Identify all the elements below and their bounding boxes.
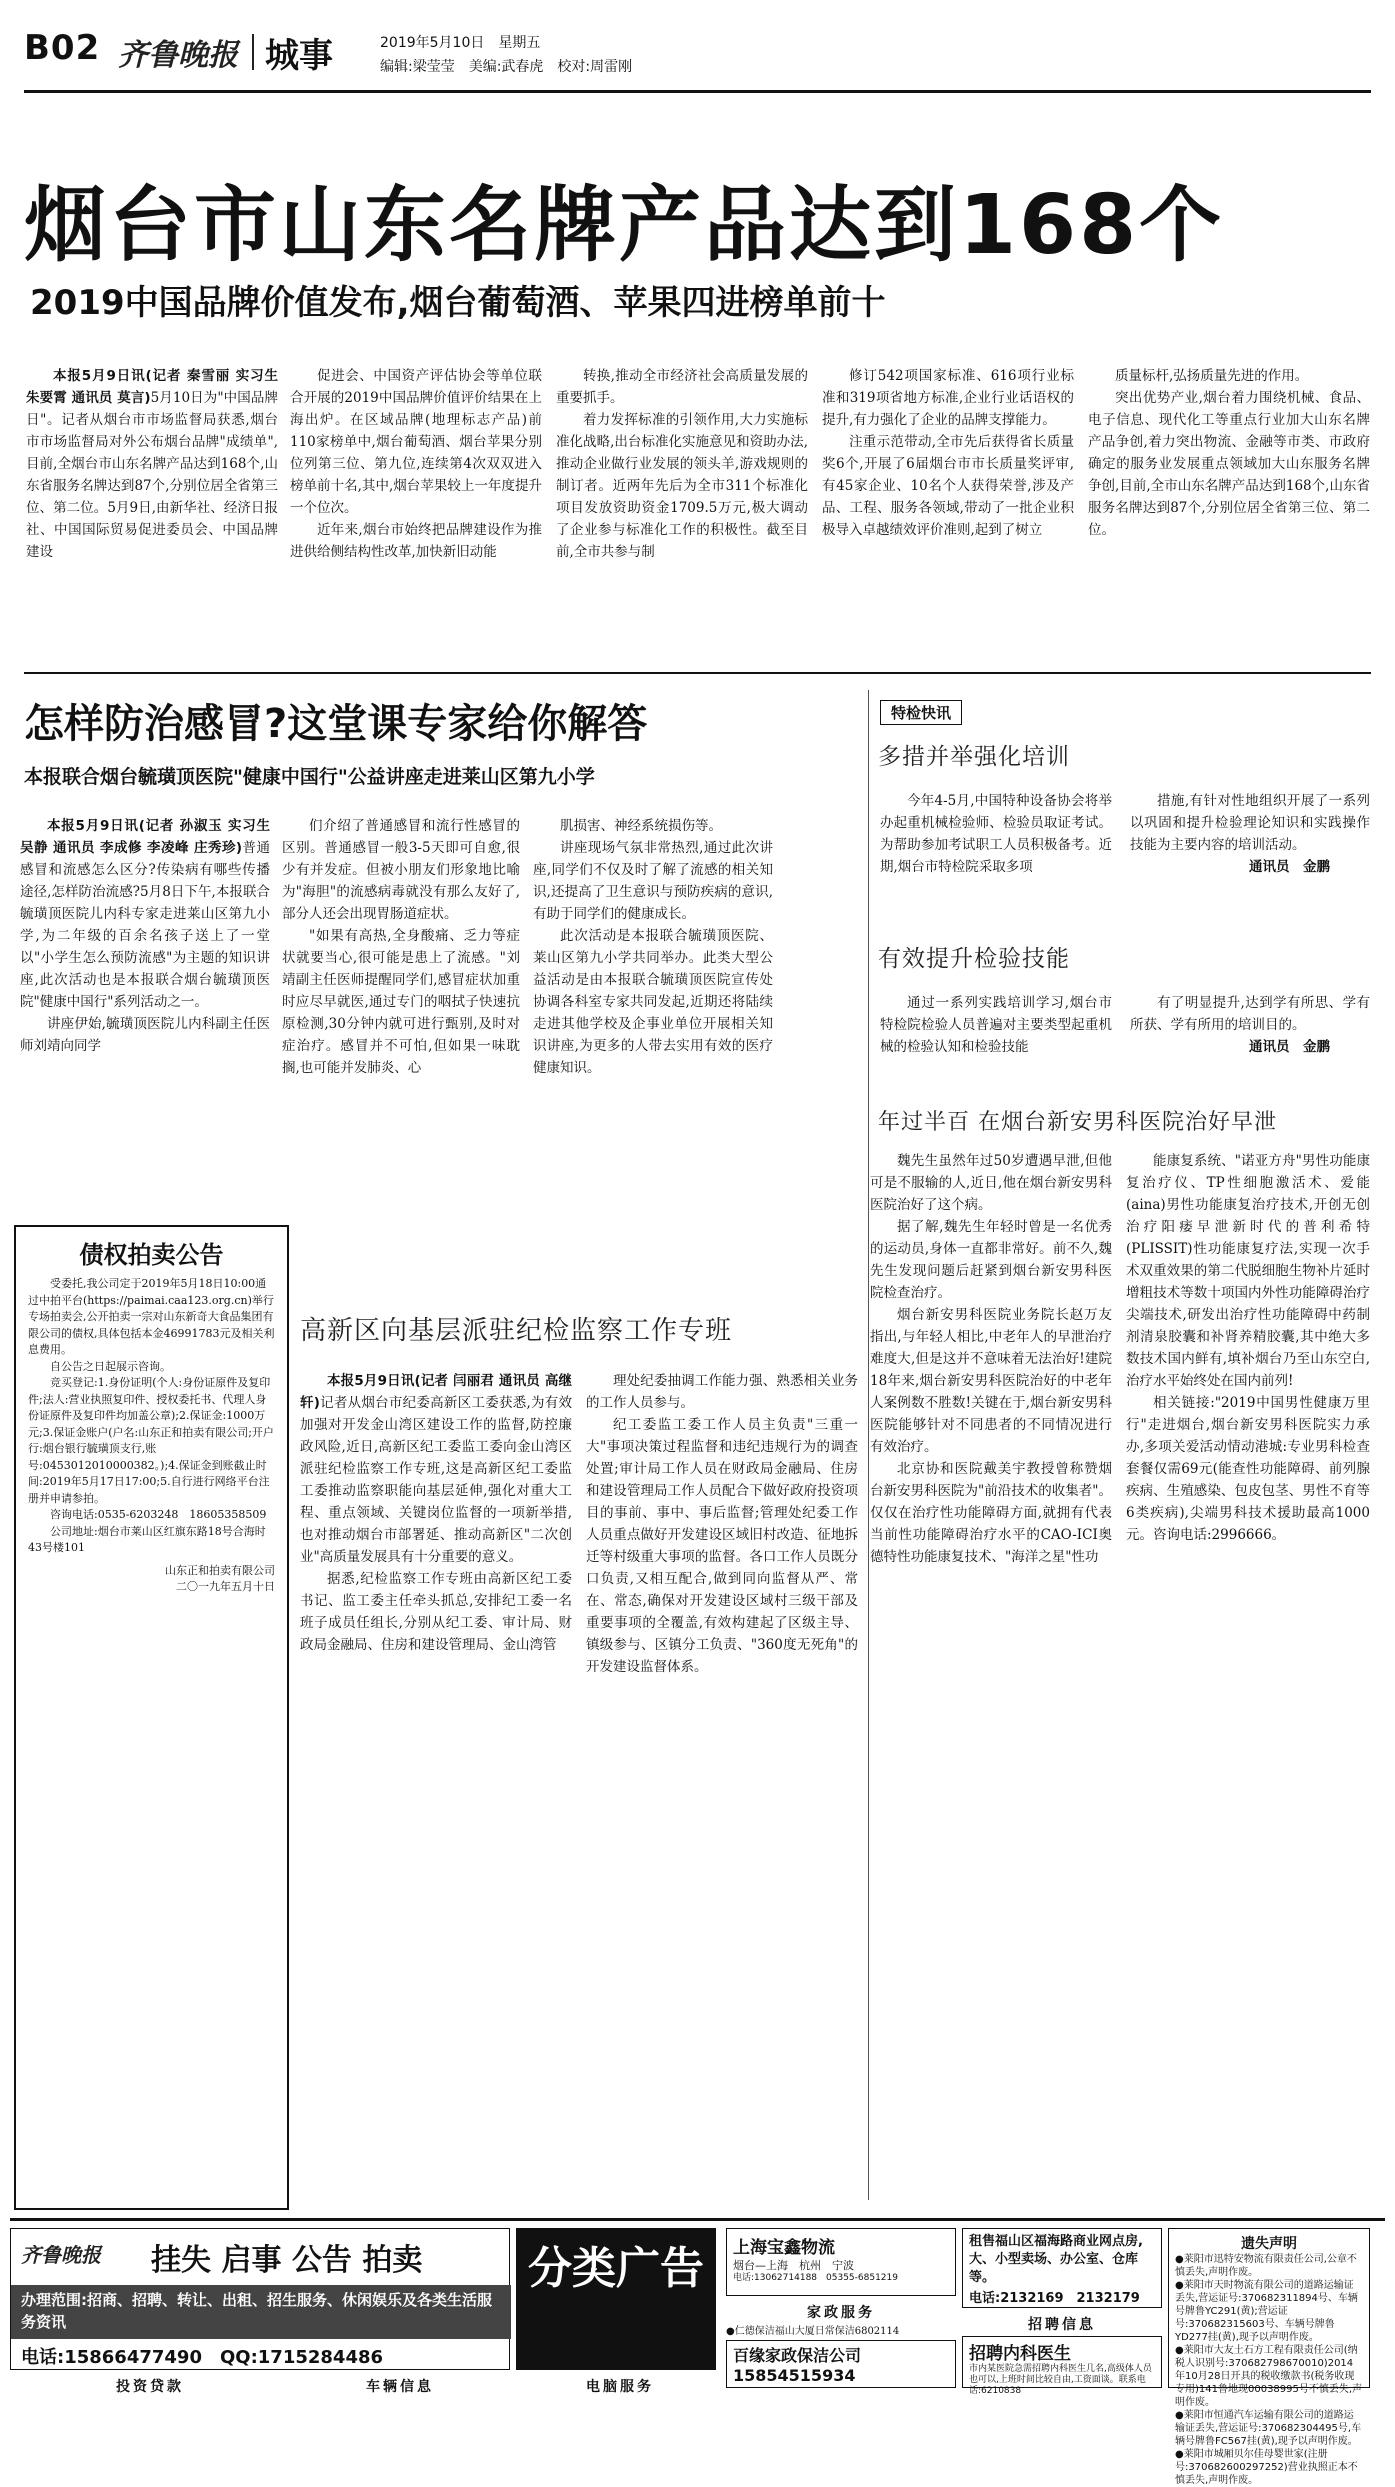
ad-phone: 电话:15866477490 QQ:1715284486	[21, 2347, 384, 2368]
story2-headline: 怎样防治感冒?这堂课专家给你解答	[24, 701, 648, 747]
brief-p1b: 措施,有针对性地组织开展了一系列以巩固和提升检验理论知识和实践操作技能为主要内容的培训活动。 通讯员 金鹏	[1130, 793, 1370, 875]
story1-col1: 本报5月9日讯(记者 秦雪丽 实习生 朱要霄 通讯员 莫言)5月10日为"中国品牌日"。记者从烟台市市场监督局获悉,烟台市市场监督局对外公布烟台品牌"成绩单",目前,全烟台市山东名牌产品达到168个,山东省服务名牌达到87个,分别位居全省第三位、第二位。5月9日,由新华社、经济日报社、中国国际贸易促进委员会、中国品牌建设	[26, 368, 278, 560]
ad-brand: 齐鲁晚报	[21, 2243, 101, 2267]
brief-tag: 特检快讯	[880, 700, 962, 725]
invest-title: 投资贷款	[116, 2379, 184, 2395]
brief-title-1: 多措并举强化培训	[878, 744, 1070, 770]
notice-title: 债权拍卖公告	[79, 1241, 224, 1269]
brief-p2b: 有了明显提升,达到学有所思、学有所获、学有所用的培训目的。 通讯员 金鹏	[1130, 995, 1370, 1055]
story4-col1: 本报5月9日讯(记者 闫丽君 通讯员 高继轩)记者从烟台市纪委高新区工委获悉,为有效加强对开发金山湾区建设工作的监督,防控廉政风险,近日,高新区纪工委监工委向金山湾区派驻纪检监察工作专班,这是高新区纪工委监工委推动监察职能向基层延伸,强化对重大工程、重点领域、关键岗位监督的一项新举措,也对推动烟台市部署延、推动高新区"二次创业"高质量发展具有十分重要的意义。 据悉,纪检监察工作专班由高新区纪工委书记、监工委主任牵头抓总,安排纪工委一名班子成员任组长,分别从纪工委、审计局、财政局金融局、住房和建设管理局、金山湾管	[300, 1373, 572, 1653]
staff-line: 编辑:梁莹莹 美编:武春虎 校对:周雷刚	[380, 59, 633, 75]
story3-col2: 能康复系统、"诺亚方舟"男性功能康复治疗仪、TP性细胞激活术、爱能(aina)男性功能康复治疗技术,开创无创治疗阳痿早泄新时代的普利希特(PLISSIT)性功能康复疗法,实现一次手术双重效果的第二代脱细胞生物补片延时增粗技术等数十项国内外性功能障碍治疗尖端技术,研发出治疗性功能障碍中药制剂清泉胶囊和补肾养精胶囊,其中绝大多数技术国内鲜有,填补烟台乃至山东空白,治疗水平始终处在国内前列! 相关链接:"2019中国男性健康万里行"走进烟台,烟台新安男科医院实力承办,多项关爱活动情动港城:专业男科检查套餐仅需69元(能查性功能障碍、前列腺疾病、生殖感染、包皮包茎、男性不育等6类疾病),尖端男科技术援助最高1000元。咨询电话:2996666。	[1126, 1153, 1370, 1543]
story1-lead: 本报5月9日讯(记者 秦雪丽 实习生 朱要霄 通讯员 莫言)	[26, 368, 278, 406]
story1-col3: 转换,推动全市经济社会高质量发展的重要抓手。 着力发挥标准的引领作用,大力实施标准化战略,出台标准化实施意见和资助办法,推动企业做行业发展的领头羊,游戏规则的制订者。近两年先后为全市311个标准化项目发放资助资金1709.5万元,极大调动了企业参与标准化工作的积极性。截至目前,全市共参与制	[556, 368, 808, 560]
story4-col2: 理处纪委抽调工作能力强、熟悉相关业务的工作人员参与。 纪工委监工委工作人员主负责"三重一大"事项决策过程监督和违纪违规行为的调查处置;审计局工作人员在财政局金融局、住房和建设管理局工作人员配合下做好政府投资项目的事前、事中、事后监督;管理处纪委工作人员重点做好开发建设区域旧村改造、征地拆迁等村级重大事项的监督。各口工作人员既分口负责,又相互配合,做到同向监督从严、常在、常态,确保对开发建设区域村三级干部及重要事项的全覆盖,有效构建起了区级主导、镇级参与、区镇分工负责、"360度无死角"的开发建设监督体系。	[586, 1373, 858, 1675]
notice-body: 受委托,我公司定于2019年5月18日10:00通过中拍平台(https://paimai.caa123.org.cn)举行专场拍卖会,公开拍卖一宗对山东新奇大食品集团有限公司的债权,具体包括本金46991783元及相关利息费用。 自公告之日起展示咨询。 竞买登记:1.身份证明(个人:身份证原件及复印件;法人:营业执照复印件、授权委托书、代理人身份证原件及复印件均加盖公章);2.保证金:1000万元;3.保证金账户(户名:山东正和拍卖有限公司;开户行:烟台银行毓璜顶支行,账号:0453012010000382。);4.保证金到账截止时间:2019年5月17日17:00;5.自行进行网络平台注册并申请参拍。 咨询电话:0535-6203248 18605358509 公司地址:烟台市莱山区红旗东路18号合海时43号楼101 山东正和拍卖有限公司 二〇一九年五月十日	[28, 1277, 275, 1593]
column-divider	[868, 690, 869, 2200]
header-rule	[24, 90, 1371, 93]
main-headline: 烟台市山东名牌产品达到168个	[24, 178, 1225, 273]
job-title: 招聘信息	[1028, 2317, 1096, 2333]
issue-date: 2019年5月10日 星期五	[380, 35, 541, 51]
story2-subhead: 本报联合烟台毓璜顶医院"健康中国行"公益讲座走进莱山区第九小学	[24, 766, 595, 788]
main-subhead: 2019中国品牌价值发布,烟台葡萄酒、苹果四进榜单前十	[30, 283, 886, 323]
section-name: 城事	[265, 36, 333, 76]
job-ad-1: 招聘内科医生 市内某医院急需招聘内科医生几名,高级体人员也可以,上班时间比较自由,工资面谈。联系电话:6210838	[962, 2336, 1162, 2388]
story1-col4: 修订542项国家标准、616项行业标准和319项省地方标准,企业行业话语权的提升,有力强化了企业的品牌支撑能力。 注重示范带动,全市先后获得省长质量奖6个,开展了6届烟台市市长质量奖评审,有45家企业、10名个人获得荣誉,涉及产品、工程、服务各领域,带动了一批企业积极导入卓越绩效评价准则,起到了树立	[822, 368, 1074, 538]
home-ad: 百缘家政保洁公司 15854515934	[726, 2340, 956, 2388]
logistics-ad: 上海宝鑫物流 烟台—上海 杭州 宁波 电话:13062714188 05355-6851219	[726, 2228, 956, 2296]
story2-col1: 本报5月9日讯(记者 孙淑玉 实习生 吴静 通讯员 李成修 李凌峰 庄秀珍)普通感冒和流感怎么区分?传染病有哪些传播途径,怎样防治流感?5月8日下午,本报联合毓璜顶医院儿内科专家走进莱山区第九小学,为二年级的百余名孩子送上了一堂以"小学生怎么预防流感"为主题的知识讲座,此次活动也是本报联合烟台毓璜顶医院"健康中国行"系列活动之一。 讲座伊始,毓璜顶医院儿内科副主任医师刘靖向同学	[20, 818, 270, 1054]
pc-title: 电脑服务	[586, 2379, 654, 2395]
newspaper-brand: 齐鲁晚报	[118, 38, 238, 73]
brief-p1a: 今年4-5月,中国特种设备协会将举办起重机械检验师、检验员取证考试。为帮助参加考试职工人员积极备考。近期,烟台市特检院采取多项	[880, 793, 1112, 875]
page-number: B02	[24, 28, 101, 68]
story4-headline: 高新区向基层派驻纪检监察工作专班	[300, 1316, 733, 1346]
ads-rule	[10, 2218, 1385, 2221]
story1-rule	[24, 672, 1371, 674]
auction-notice	[14, 1225, 289, 2210]
rent-ad: 租售福山区福海路商业网点房,大、小型卖场、办公室、仓库等。 电话:2132169 2132179	[962, 2228, 1162, 2308]
header-separator	[252, 34, 254, 70]
story3-col1: 魏先生虽然年过50岁遭遇早泄,但他可是不服输的人,近日,他在烟台新安男科医院治好了这个病。 据了解,魏先生年轻时曾是一名优秀的运动员,身体一直都非常好。前不久,魏先生发现问题后赶紧到烟台新安男科医院检查治疗。 烟台新安男科医院业务院长赵万友指出,与年轻人相比,中老年人的早泄治疗难度大,但是这并不意味着无法治好!建院18年来,烟台新安男科医院治好的中老年人案例数不胜数!关键在于,烟台新安男科医院能够针对不同患者的不同情况进行有效治疗。 北京协和医院戴美宇教授曾称赞烟台新安男科医院为"前沿技术的收集者"。仅仅在治疗性功能障碍方面,就拥有代表当前性功能障碍治疗水平的CAO-ICI奥德特性功能康复技术、"海洋之星"性功	[870, 1153, 1112, 1565]
lost-notices: 遗失声明 ●莱阳市迅特安物流有限责任公司,公章不慎丢失,声明作废。 ●莱阳市天时物流有限公司的道路运输证丢失,营运证号:370682311894号、车辆号牌鲁YC291(黄);营运证号:370682315603号、车辆号牌鲁YD277挂(黄),现予以声明作废。 ●莱阳市大友土石方工程有限责任公司(纳税人识别号:370682798670010)2014年10月28日开具的税收缴款书(税务收现专用)141鲁地现00038995号不慎丢失,声明作废。 ●莱阳市恒通汽车运输有限公司的道路运输证丢失,营运证号:370682304495号,车辆号牌鲁FC567挂(黄),现予以声明作废。 ●莱阳市城厢贝尔佳母婴世家(注册号:370682600297252)营业执照正本不慎丢失,声明作废。	[1168, 2228, 1370, 2388]
ad-banner-block	[10, 2228, 510, 2370]
home-title: 家政服务	[807, 2305, 875, 2321]
story1-col5: 质量标杆,弘扬质量先进的作用。 突出优势产业,烟台着力围绕机械、食品、电子信息、现代化工等重点行业加大山东名牌产品争创,着力突出物流、金融等市类、市政府确定的服务业发展重点领域加大山东服务名牌争创,目前,全市山东名牌产品达到168个,山东省服务名牌达到87个,分别位居全省第三位、第二位。	[1088, 368, 1370, 538]
story2-col3: 肌损害、神经系统损伤等。 讲座现场气氛非常热烈,通过此次讲座,同学们不仅及时了解了流感的相关知识,还提高了卫生意识与预防疾病的意识,有助于同学们的健康成长。 此次活动是本报联合毓璜顶医院、莱山区第九小学共同举办。此类大型公益活动是由本报联合毓璜顶医院宣传处协调各科室专家共同发起,近期还将陆续走进其他学校及企事业单位开展相关知识讲座,为更多的人带去实用有效的医疗健康知识。	[533, 818, 773, 1076]
brief-p2a: 通过一系列实践培训学习,烟台市特检院检验人员普遍对主要类型起重机械的检验认知和检验技能	[880, 995, 1112, 1055]
car-title: 车辆信息	[366, 2379, 434, 2395]
home-sub: ●仁德保洁福山大厦日常保洁6802114	[726, 2326, 900, 2337]
story2-col2: 们介绍了普通感冒和流行性感冒的区别。普通感冒一般3-5天即可自愈,很少有并发症。但被小朋友们形象地比喻为"海胆"的流感病毒就没有那么友好了,部分人还会出现胃肠道症状。 "如果有高热,全身酸痛、乏力等症状就要当心,很可能是患上了流感。"刘靖副主任医师提醒同学们,感冒症状加重时应尽早就医,通过专门的咽拭子快速抗原检测,30分钟内就可进行甄别,及时对症治疗。感冒并不可怕,但如果一味耽搁,也可能并发肺炎、心	[282, 818, 520, 1076]
classified-logo: 分类广告	[516, 2228, 716, 2370]
ad-scope: 办理范围:招商、招聘、转让、出租、招生服务、休闲娱乐及各类生活服务资讯	[11, 2285, 511, 2339]
ad-banner: 挂失 启事 公告 拍卖	[151, 2243, 423, 2278]
brief-title-2: 有效提升检验技能	[878, 946, 1070, 972]
story3-headline: 年过半百 在烟台新安男科医院治好早泄	[878, 1110, 1277, 1135]
story1-col2: 促进会、中国资产评估协会等单位联合开展的2019中国品牌价值评价结果在上海出炉。在区域品牌(地理标志产品)前110家榜单中,烟台葡萄酒、烟台苹果分别位列第三位、第九位,连续第4次双双进入榜单前十名,其中,烟台苹果较上一年度提升一个位次。 近年来,烟台市始终把品牌建设作为推进供给侧结构性改革,加快新旧动能	[290, 368, 542, 560]
